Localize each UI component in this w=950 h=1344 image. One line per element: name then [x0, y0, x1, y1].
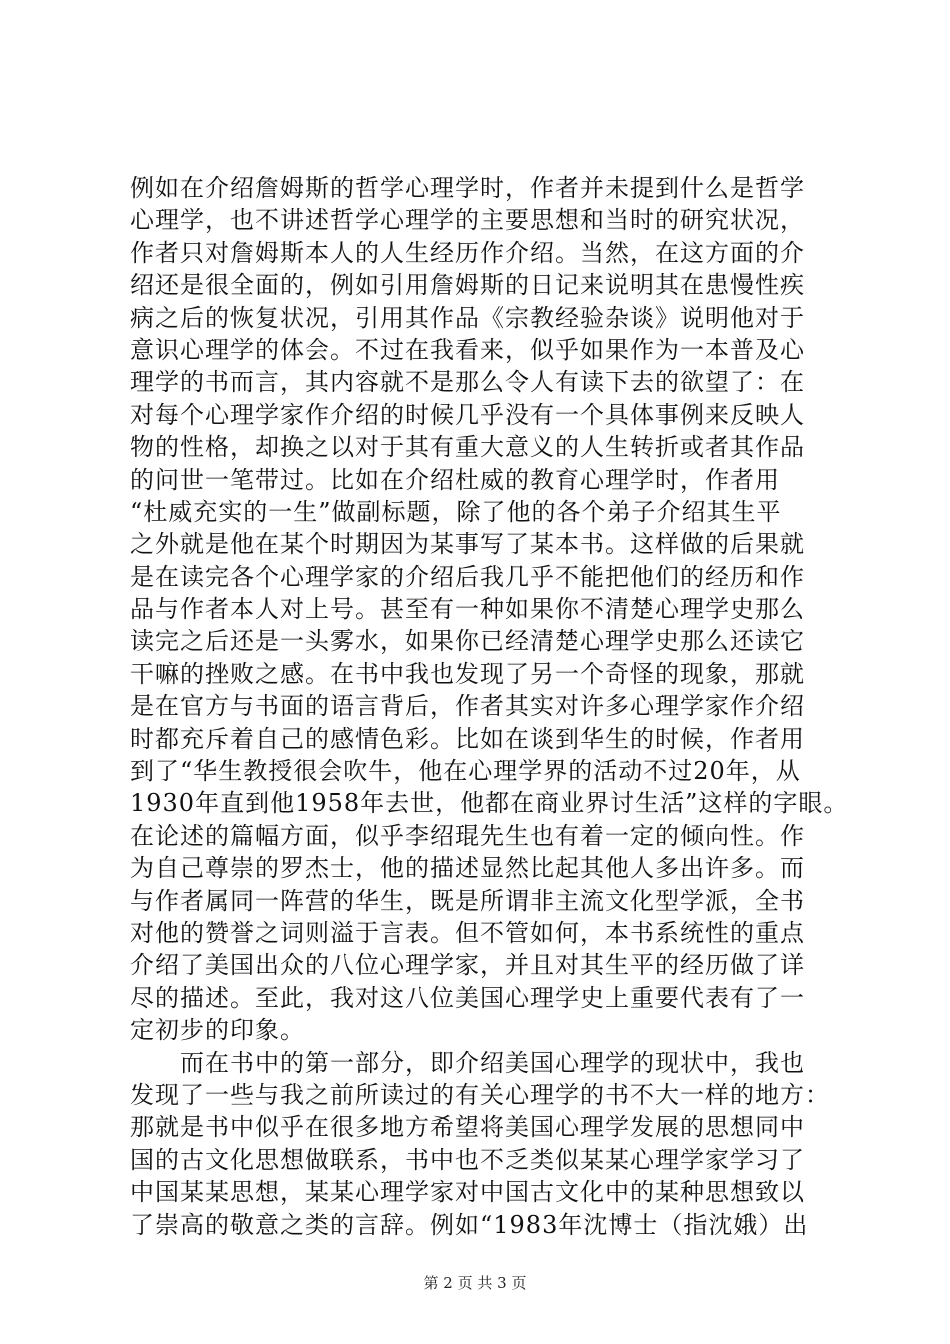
text-line: 而在书中的第一部分，即介绍美国心理学的现状中，我也 — [130, 1048, 805, 1077]
text-line: 国的古文化思想做联系，书中也不乏类似某某心理学家学习了 — [130, 1145, 805, 1174]
text-line: 对他的赞誉之词则溢于言表。但不管如何，本书系统性的重点 — [130, 918, 805, 947]
text-line: 心理学，也不讲述哲学心理学的主要思想和当时的研究状况， — [130, 206, 805, 235]
text-line: 的问世一笔带过。比如在介绍杜威的教育心理学时，作者用 — [130, 465, 780, 494]
text-line: 为自己尊崇的罗杰士，他的描述显然比起其他人多出许多。而 — [130, 854, 805, 883]
text-line: 理学的书而言，其内容就不是那么令人有读下去的欲望了：在 — [130, 368, 805, 397]
text-line: 定初步的印象。 — [130, 1016, 305, 1045]
text-line: 介绍了美国出众的八位心理学家，并且对其生平的经历做了详 — [130, 951, 805, 980]
text-line: 到了“华生教授很会吹牛，他在心理学界的活动不过20年，从 — [130, 757, 801, 786]
text-line: 读完之后还是一头雾水，如果你已经清楚心理学史那么还读它 — [130, 627, 805, 656]
text-line: 例如在介绍詹姆斯的哲学心理学时，作者并未提到什么是哲学 — [130, 174, 805, 202]
text-line: 那就是书中似乎在很多地方希望将美国心理学发展的思想同中 — [130, 1113, 805, 1142]
text-line: 发现了一些与我之前所读过的有关心理学的书不大一样的地方： — [130, 1080, 830, 1109]
text-line: 病之后的恢复状况，引用其作品《宗教经验杂谈》说明他对于 — [130, 303, 805, 332]
text-line: 时都充斥着自己的感情色彩。比如在谈到华生的时候，作者用 — [130, 724, 805, 753]
body-text — [130, 172, 849, 1241]
text-line: 1930年直到他1958年去世，他都在商业界讨生活”这样的字眼。 — [130, 789, 849, 818]
text-line: 对每个心理学家作介绍的时候几乎没有一个具体事例来反映人 — [130, 400, 805, 429]
text-line: 尽的描述。至此，我对这八位美国心理学史上重要代表有了一 — [130, 983, 805, 1012]
text-line: 中国某某思想，某某心理学家对中国古文化中的某种思想致以 — [130, 1178, 805, 1207]
text-line: 与作者属同一阵营的华生，既是所谓非主流文化型学派，全书 — [130, 886, 805, 915]
text-line: 在论述的篇幅方面，似乎李绍琨先生也有着一定的倾向性。作 — [130, 821, 805, 850]
text-line: 是在读完各个心理学家的介绍后我几乎不能把他们的经历和作 — [130, 562, 805, 591]
text-line: 作者只对詹姆斯本人的人生经历作介绍。当然，在这方面的介 — [130, 238, 805, 267]
text-line: 意识心理学的体会。不过在我看来，似乎如果作为一本普及心 — [130, 335, 805, 364]
text-line: 之外就是他在某个时期因为某事写了某本书。这样做的后果就 — [130, 530, 805, 559]
text-line: 绍还是很全面的，例如引用詹姆斯的日记来说明其在患慢性疾 — [130, 271, 805, 300]
text-line: 是在官方与书面的语言背后，作者其实对许多心理学家作介绍 — [130, 692, 805, 721]
text-line: 物的性格，却换之以对于其有重大意义的人生转折或者其作品 — [130, 433, 805, 462]
text-line: 干嘛的挫败之感。在书中我也发现了另一个奇怪的现象，那就 — [130, 659, 805, 688]
text-line: 了崇高的敬意之类的言辞。例如“1983年沈博士（指沈娥）出 — [130, 1210, 809, 1239]
page-number-footer: 第 2 页 共 3 页 — [423, 1274, 527, 1292]
text-line: “杜威充实的一生”做副标题，除了他的各个弟子介绍其生平 — [130, 497, 782, 526]
text-line: 品与作者本人对上号。甚至有一种如果你不清楚心理学史那么 — [130, 595, 805, 624]
